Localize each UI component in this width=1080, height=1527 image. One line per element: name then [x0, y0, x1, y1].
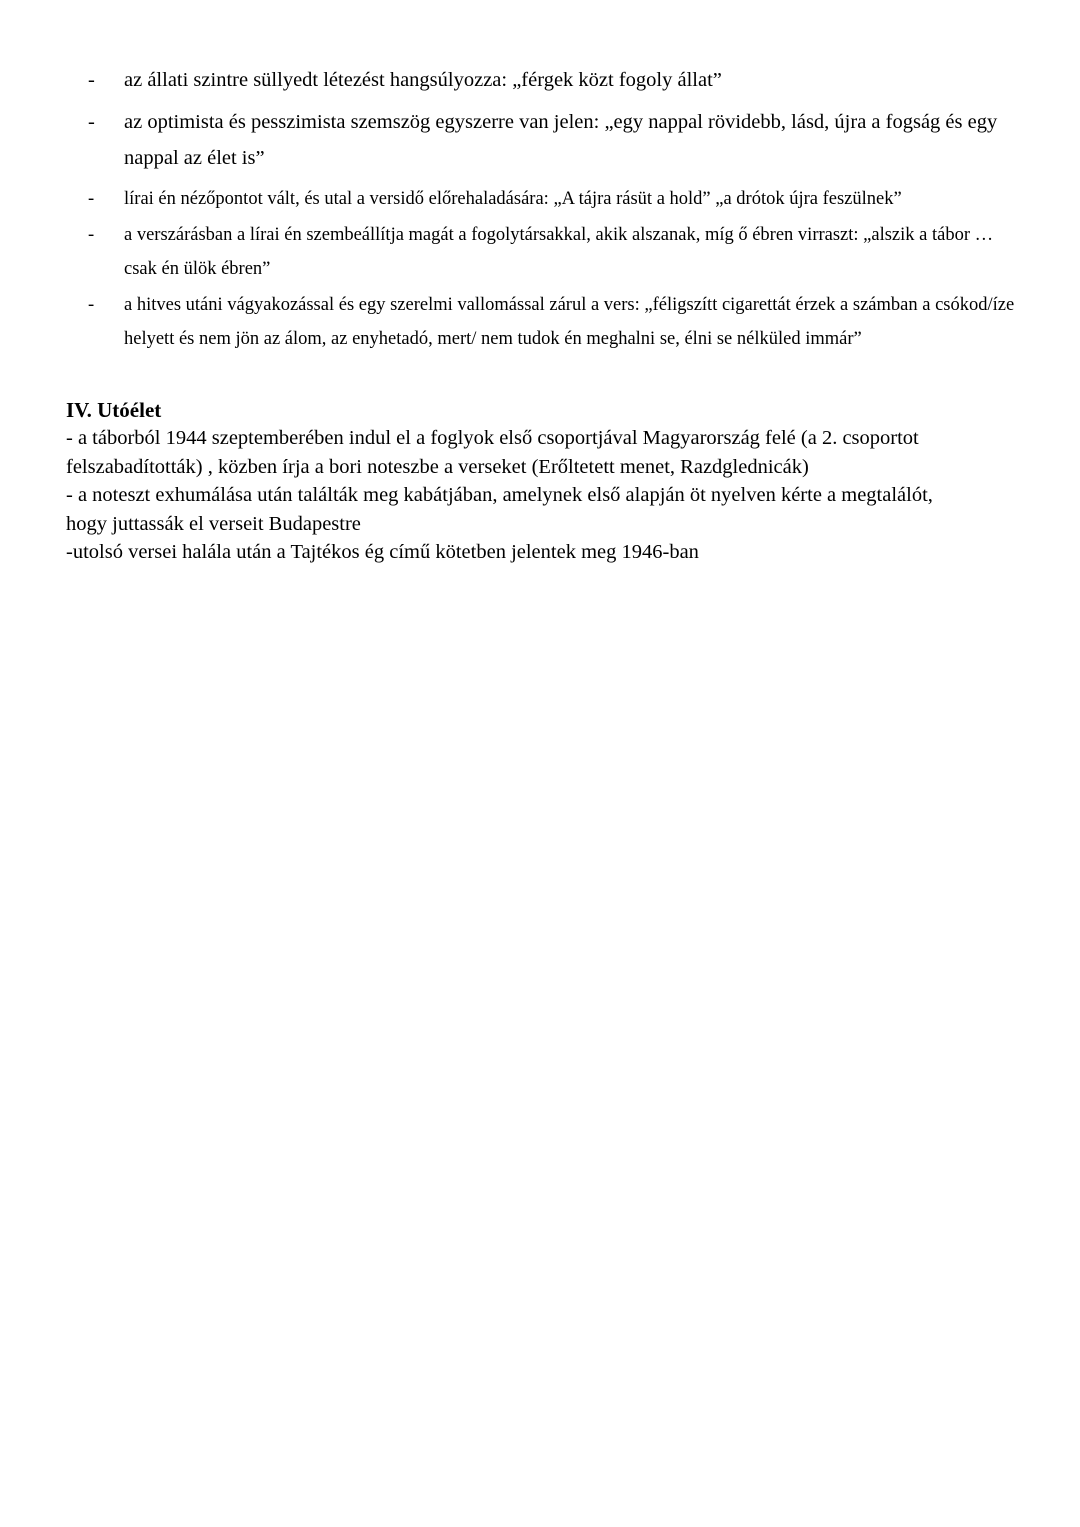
- bullet-dash: -: [88, 111, 95, 133]
- section-line: -utolsó versei halála után a Tajtékos ég című kötetben jelentek meg 1946-ban: [66, 541, 699, 563]
- list-item: [88, 62, 1028, 98]
- bullet-list: [88, 62, 1028, 358]
- bullet-text: a verszárásban a lírai én szembeállítja magát a fogolytársakkal, akik alszanak, míg ő ébren virraszt: „alszik a tábor … csak én ülök ébren”: [124, 225, 994, 279]
- section-afterlife: [66, 396, 1026, 567]
- bullet-dash: -: [88, 69, 95, 91]
- list-item: [88, 104, 1028, 176]
- bullet-text: az optimista és pesszimista szemszög egyszerre van jelen: „egy nappal rövidebb, lásd, újra a fogság és egy nappal az élet is”: [124, 111, 998, 169]
- bullet-text: a hitves utáni vágyakozással és egy szerelmi vallomással zárul a vers: „féligszítt cigarettát érzek a számban a csókod/íze helyett és nem jön az álom, az enyhetadó, mert/ nem tudok én meghalni se, élni se nélküled immár”: [124, 295, 1015, 349]
- section-heading: IV. Utóélet: [66, 398, 162, 422]
- section-line: - a táborból 1944 szeptemberében indul el a foglyok első csoportjával Magyarország felé (a 2. csoportot: [66, 427, 919, 449]
- bullet-dash: -: [88, 189, 95, 209]
- list-item: [88, 182, 1028, 216]
- section-line: hogy juttassák el verseit Budapestre: [66, 512, 361, 535]
- bullet-dash: -: [88, 225, 95, 245]
- section-line: - a noteszt exhumálása után találták meg kabátjában, amelynek első alapján öt nyelven kérte a megtalálót,: [66, 484, 933, 506]
- bullet-text: az állati szintre süllyedt létezést hangsúlyozza: „férgek közt fogoly állat”: [124, 69, 722, 91]
- list-item: [88, 288, 1028, 356]
- section-line: felszabadították) , közben írja a bori noteszbe a verseket (Erőltetett menet, Razdglednicák): [66, 455, 809, 478]
- bullet-text: lírai én nézőpontot vált, és utal a versidő előrehaladására: „A tájra rásüt a hold” „a drótok újra feszülnek”: [124, 189, 902, 209]
- bullet-dash: -: [88, 295, 95, 315]
- list-item: [88, 218, 1028, 286]
